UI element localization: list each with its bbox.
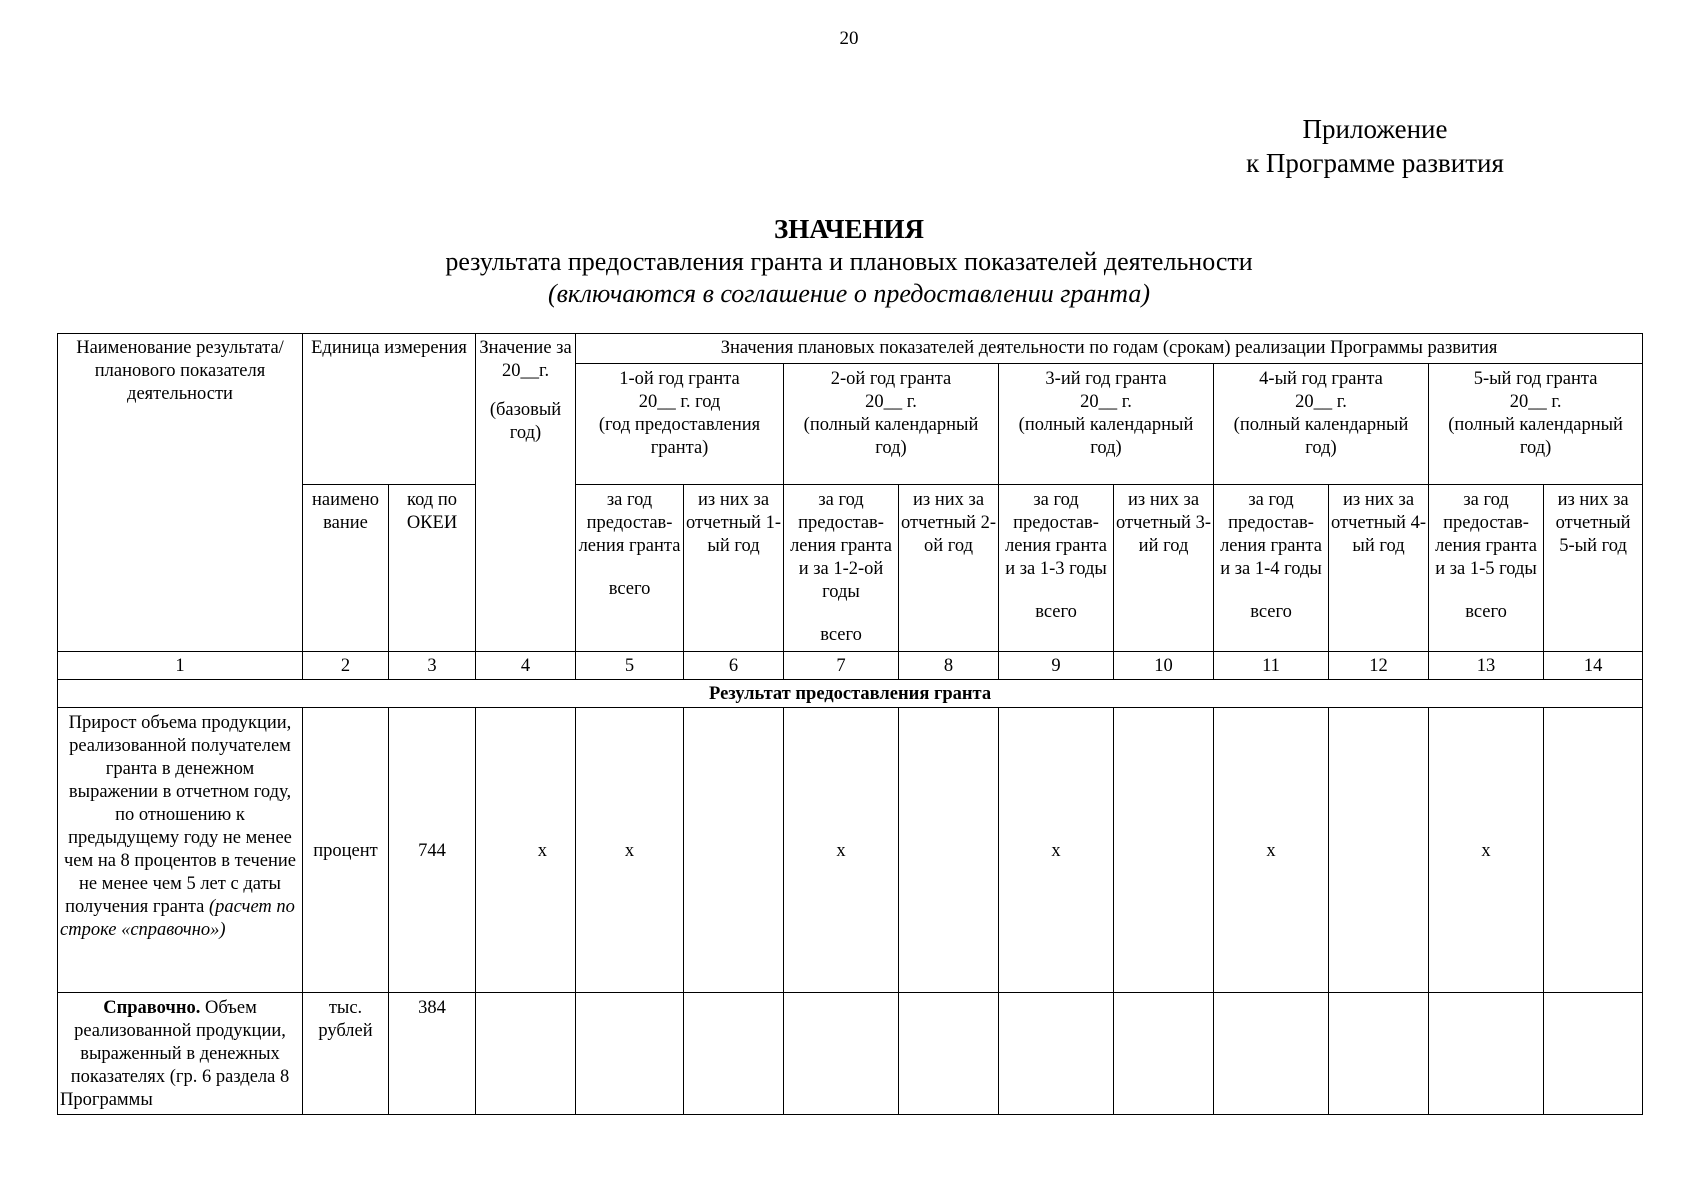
total-label: всего xyxy=(1250,602,1292,622)
header-of-which-year-1: из них за отчетный 1-ый год xyxy=(684,485,784,652)
column-number: 4 xyxy=(476,652,576,680)
row-cell xyxy=(1544,993,1643,1115)
year-value: 20__ г. год xyxy=(638,392,721,412)
row-name-note: (расчет по строке «справочно») xyxy=(60,897,295,940)
row-cell: x xyxy=(1429,708,1544,993)
appendix-line1: Приложение xyxy=(1302,114,1448,144)
header-of-which-year-2: из них за отчетный 2-ой год xyxy=(899,485,999,652)
header-base-value xyxy=(476,334,576,652)
year-value: 20__ г. xyxy=(1295,392,1347,412)
year-note: (год предоставления гранта) xyxy=(598,415,761,458)
row-name-cell xyxy=(58,708,303,993)
row-cell: x xyxy=(576,708,684,993)
year-note: (полный календарный год) xyxy=(1018,415,1194,458)
year-label: 5-ый год гранта xyxy=(1473,369,1598,389)
row-cell xyxy=(999,993,1114,1115)
column-number: 7 xyxy=(784,652,899,680)
total-for-label: за год предостав-ления гранта и за 1-5 годы xyxy=(1435,490,1537,579)
year-note: (полный календарный год) xyxy=(803,415,979,458)
header-unit-name: наимено вание xyxy=(303,485,389,652)
row-cell xyxy=(1114,993,1214,1115)
row-name-bold: Справочно. xyxy=(103,998,201,1018)
title-note: (включаются в соглашение о предоставлении гранта) xyxy=(547,279,1150,308)
column-number-row xyxy=(58,652,1643,680)
column-number: 12 xyxy=(1329,652,1429,680)
total-for-label: за год предостав-ления гранта xyxy=(578,490,681,556)
row-cell xyxy=(899,993,999,1115)
header-year-2 xyxy=(784,364,999,485)
row-cell xyxy=(1544,708,1643,993)
column-number: 3 xyxy=(389,652,476,680)
row-unit-name: тыс. рублей xyxy=(303,993,389,1115)
row-cell xyxy=(1214,993,1329,1115)
row-cell xyxy=(1114,708,1214,993)
year-label: 2-ой год гранта xyxy=(830,369,952,389)
total-label: всего xyxy=(1465,602,1507,622)
row-cell xyxy=(784,993,899,1115)
row-cell xyxy=(684,993,784,1115)
row-unit-code: 384 xyxy=(389,993,476,1115)
row-name-cell xyxy=(58,993,303,1115)
indicators-table xyxy=(57,333,1643,1115)
header-name: Наименование результата/планового показателя деятельности xyxy=(58,334,303,652)
table-row xyxy=(58,708,1643,993)
total-label: всего xyxy=(608,579,651,599)
header-of-which-year-3: из них за отчетный 3-ий год xyxy=(1114,485,1214,652)
header-unit-code: код по ОКЕИ xyxy=(389,485,476,652)
header-year-4 xyxy=(1214,364,1429,485)
column-number: 5 xyxy=(576,652,684,680)
header-total-year-2 xyxy=(784,485,899,652)
year-label: 1-ой год гранта xyxy=(619,369,740,389)
header-plan-values: Значения плановых показателей деятельности по годам (срокам) реализации Программы развития xyxy=(576,334,1643,364)
header-base-value-label: Значение за 20__г. xyxy=(479,338,572,381)
year-value: 20__ г. xyxy=(1080,392,1132,412)
column-number: 14 xyxy=(1544,652,1643,680)
row-name: Прирост объема продукции, реализованной получателем гранта в денежном выражении в отчетном году, по отношению к предыдущему году не менее чем на 8 процентов в течение не менее чем 5 лет с даты получения гранта xyxy=(63,713,297,917)
year-value: 20__ г. xyxy=(1509,392,1562,412)
year-note: (полный календарный год) xyxy=(1448,415,1623,458)
total-for-label: за год предостав-ления гранта и за 1-3 годы xyxy=(1005,490,1107,579)
row-name: Объем реализованной продукции, выраженный в денежных показателях (гр. 6 раздела 8 Программы xyxy=(60,998,290,1110)
header-total-year-5 xyxy=(1429,485,1544,652)
year-label: 3-ий год гранта xyxy=(1045,369,1167,389)
title-subtitle: результата предоставления гранта и плановых показателей деятельности xyxy=(445,247,1253,276)
total-label: всего xyxy=(1035,602,1077,622)
page-number: 20 xyxy=(839,28,859,49)
row-unit-name: процент xyxy=(303,708,389,993)
column-number: 1 xyxy=(58,652,303,680)
header-total-year-1 xyxy=(576,485,684,652)
row-cell: x xyxy=(999,708,1114,993)
header-year-5 xyxy=(1429,364,1643,485)
year-value: 20__ г. xyxy=(865,392,917,412)
column-number: 6 xyxy=(684,652,784,680)
header-of-which-year-5: из них за отчетный 5-ый год xyxy=(1544,485,1643,652)
header-year-3 xyxy=(999,364,1214,485)
row-cell xyxy=(1329,993,1429,1115)
year-note: (полный календарный год) xyxy=(1233,415,1409,458)
total-label: всего xyxy=(820,625,862,645)
appendix-line2: к Программе развития xyxy=(1246,148,1504,178)
column-number: 8 xyxy=(899,652,999,680)
column-number: 2 xyxy=(303,652,389,680)
row-cell xyxy=(899,708,999,993)
document-title xyxy=(0,212,1698,310)
row-cell xyxy=(684,708,784,993)
total-for-label: за год предостав-ления гранта и за 1-2-ой годы xyxy=(790,490,892,602)
row-cell xyxy=(1429,993,1544,1115)
header-base-value-note: (базовый год) xyxy=(489,400,562,443)
header-total-year-3 xyxy=(999,485,1114,652)
row-cell xyxy=(1329,708,1429,993)
header-year-1 xyxy=(576,364,784,485)
table-row xyxy=(58,993,1643,1115)
title-main: ЗНАЧЕНИЯ xyxy=(774,214,924,244)
header-unit: Единица измерения xyxy=(303,334,476,485)
row-unit-code: 744 xyxy=(389,708,476,993)
column-number: 9 xyxy=(999,652,1114,680)
column-number: 10 xyxy=(1114,652,1214,680)
appendix-caption xyxy=(1200,112,1550,180)
row-cell: x xyxy=(476,708,576,993)
row-cell: x xyxy=(784,708,899,993)
row-cell xyxy=(476,993,576,1115)
header-total-year-4 xyxy=(1214,485,1329,652)
total-for-label: за год предостав-ления гранта и за 1-4 годы xyxy=(1220,490,1322,579)
column-number: 11 xyxy=(1214,652,1329,680)
column-number: 13 xyxy=(1429,652,1544,680)
header-of-which-year-4: из них за отчетный 4-ый год xyxy=(1329,485,1429,652)
section-title: Результат предоставления гранта xyxy=(58,680,1643,708)
row-cell: x xyxy=(1214,708,1329,993)
row-cell xyxy=(576,993,684,1115)
year-label: 4-ый год гранта xyxy=(1259,369,1383,389)
